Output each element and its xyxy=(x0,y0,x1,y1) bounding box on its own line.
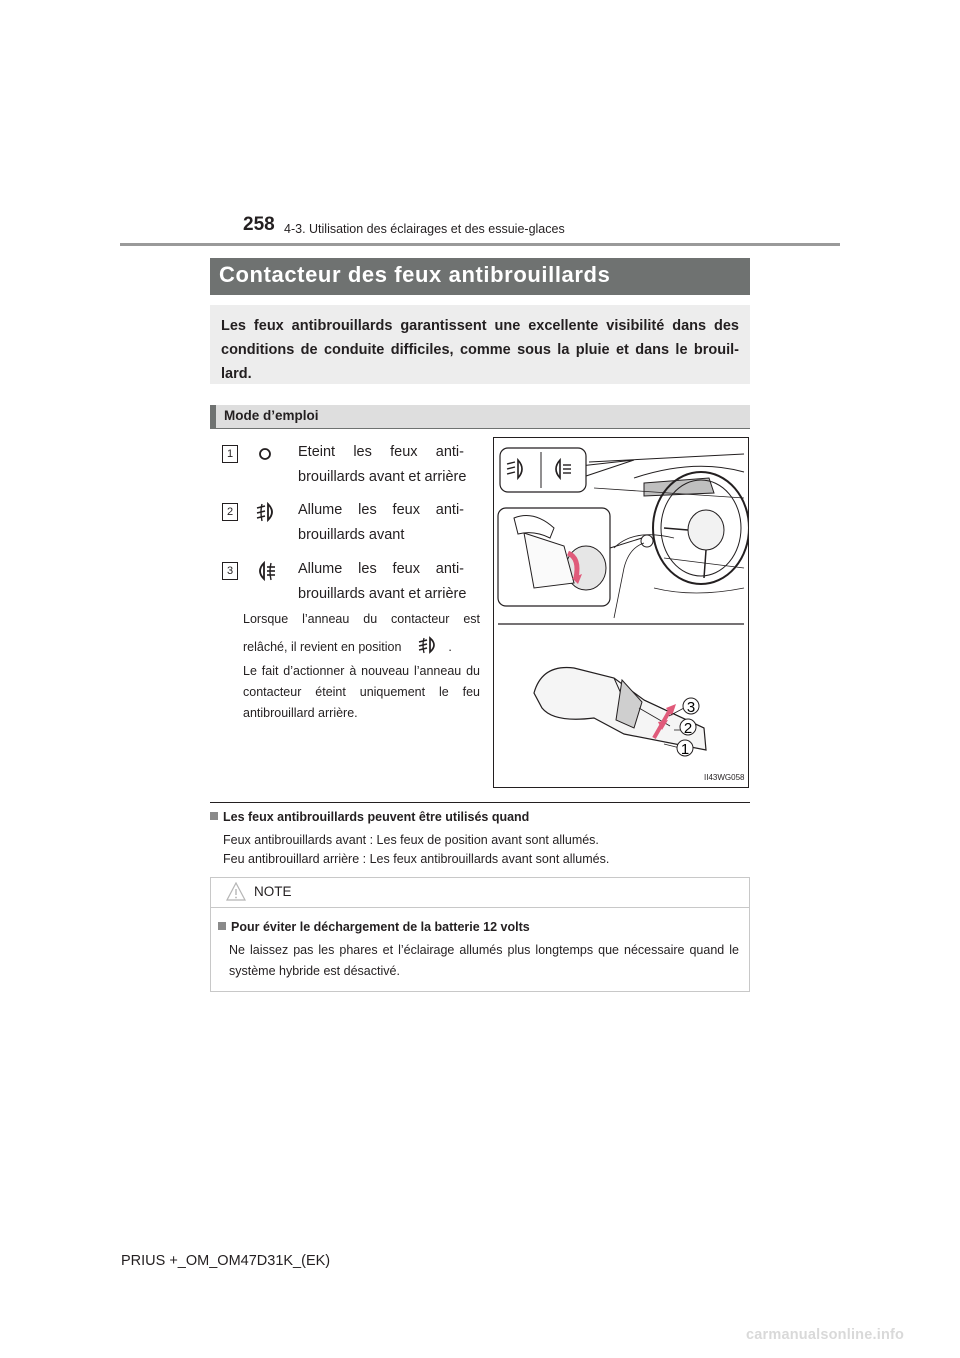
item-text-line1: Allume les feux anti- xyxy=(298,502,464,518)
page-number: 258 xyxy=(243,214,275,235)
item-text-line2: brouillards avant et arrière xyxy=(298,586,467,602)
note-text: Ne laissez pas les phares et l’éclairage allumés plus longtemps que nécessaire quand le système hybride est désactivé. xyxy=(229,943,739,978)
release-note-line2 xyxy=(243,635,452,658)
front-fog-light-icon xyxy=(254,500,278,524)
rear-fog-note: Le fait d’actionner à nouveau l’anneau du contacteur éteint uniquement le feu antibrouillard arrière. xyxy=(243,664,480,720)
mode-heading-rule xyxy=(210,428,750,429)
release-note-line1: Lorsque l’anneau du contacteur est xyxy=(243,612,480,626)
item-number: 3 xyxy=(222,562,238,580)
item-text-line2: brouillards avant xyxy=(298,527,405,543)
list-item xyxy=(210,559,470,609)
item-number: 2 xyxy=(222,503,238,521)
note-heading xyxy=(218,920,530,934)
release-note-end: . xyxy=(448,640,452,654)
item-text-line1: Allume les feux anti- xyxy=(298,561,464,577)
fog-switch-illustration xyxy=(493,437,749,788)
note-heading-text: Pour éviter le déchargement de la batterie 12 volts xyxy=(231,920,530,934)
figure-code: II43WG058 xyxy=(704,773,745,782)
usage-line2: Feu antibrouillard arrière : Les feux antibrouillards avant sont allumés. xyxy=(223,852,610,866)
intro-text: Les feux antibrouillards garantissent une excellente visibilité dans des conditions de conduite difficiles, comme sous la pluie et dans le brouil-lard. xyxy=(210,305,750,384)
item-text-line2: brouillards avant et arrière xyxy=(298,469,467,485)
usage-line1: Feux antibrouillards avant : Les feux de position avant sont allumés. xyxy=(223,833,599,847)
release-note-text: relâché, il revient en position xyxy=(243,640,402,654)
footer: PRIUS +_OM_OM47D31K_(EK) xyxy=(121,1253,331,1269)
square-bullet-icon xyxy=(218,922,226,930)
warning-icon xyxy=(226,882,246,902)
item-text-line1: Eteint les feux anti- xyxy=(298,444,464,460)
mode-heading: Mode d’emploi xyxy=(224,408,319,423)
item-number: 1 xyxy=(222,445,238,463)
section-header: 4-3. Utilisation des éclairages et des essuie-glaces xyxy=(284,222,565,236)
rear-fog-light-icon xyxy=(254,559,278,583)
header-rule xyxy=(120,243,840,246)
note-label: NOTE xyxy=(254,884,292,899)
callout-2: 2 xyxy=(683,720,693,737)
off-indicator-icon xyxy=(257,445,273,461)
callout-1: 1 xyxy=(680,741,690,758)
usage-heading-text: Les feux antibrouillards peuvent être utilisés quand xyxy=(223,810,530,824)
section-rule xyxy=(210,802,750,803)
callout-3: 3 xyxy=(686,699,696,716)
illustration-drawing xyxy=(494,438,748,787)
page-title: Contacteur des feux antibrouillards xyxy=(210,258,750,295)
note-divider xyxy=(211,907,749,908)
usage-heading xyxy=(210,810,529,824)
front-fog-light-icon xyxy=(417,635,439,655)
list-item xyxy=(210,442,470,492)
list-item xyxy=(210,500,470,550)
watermark: carmanualsonline.info xyxy=(746,1327,905,1343)
square-bullet-icon xyxy=(210,812,218,820)
